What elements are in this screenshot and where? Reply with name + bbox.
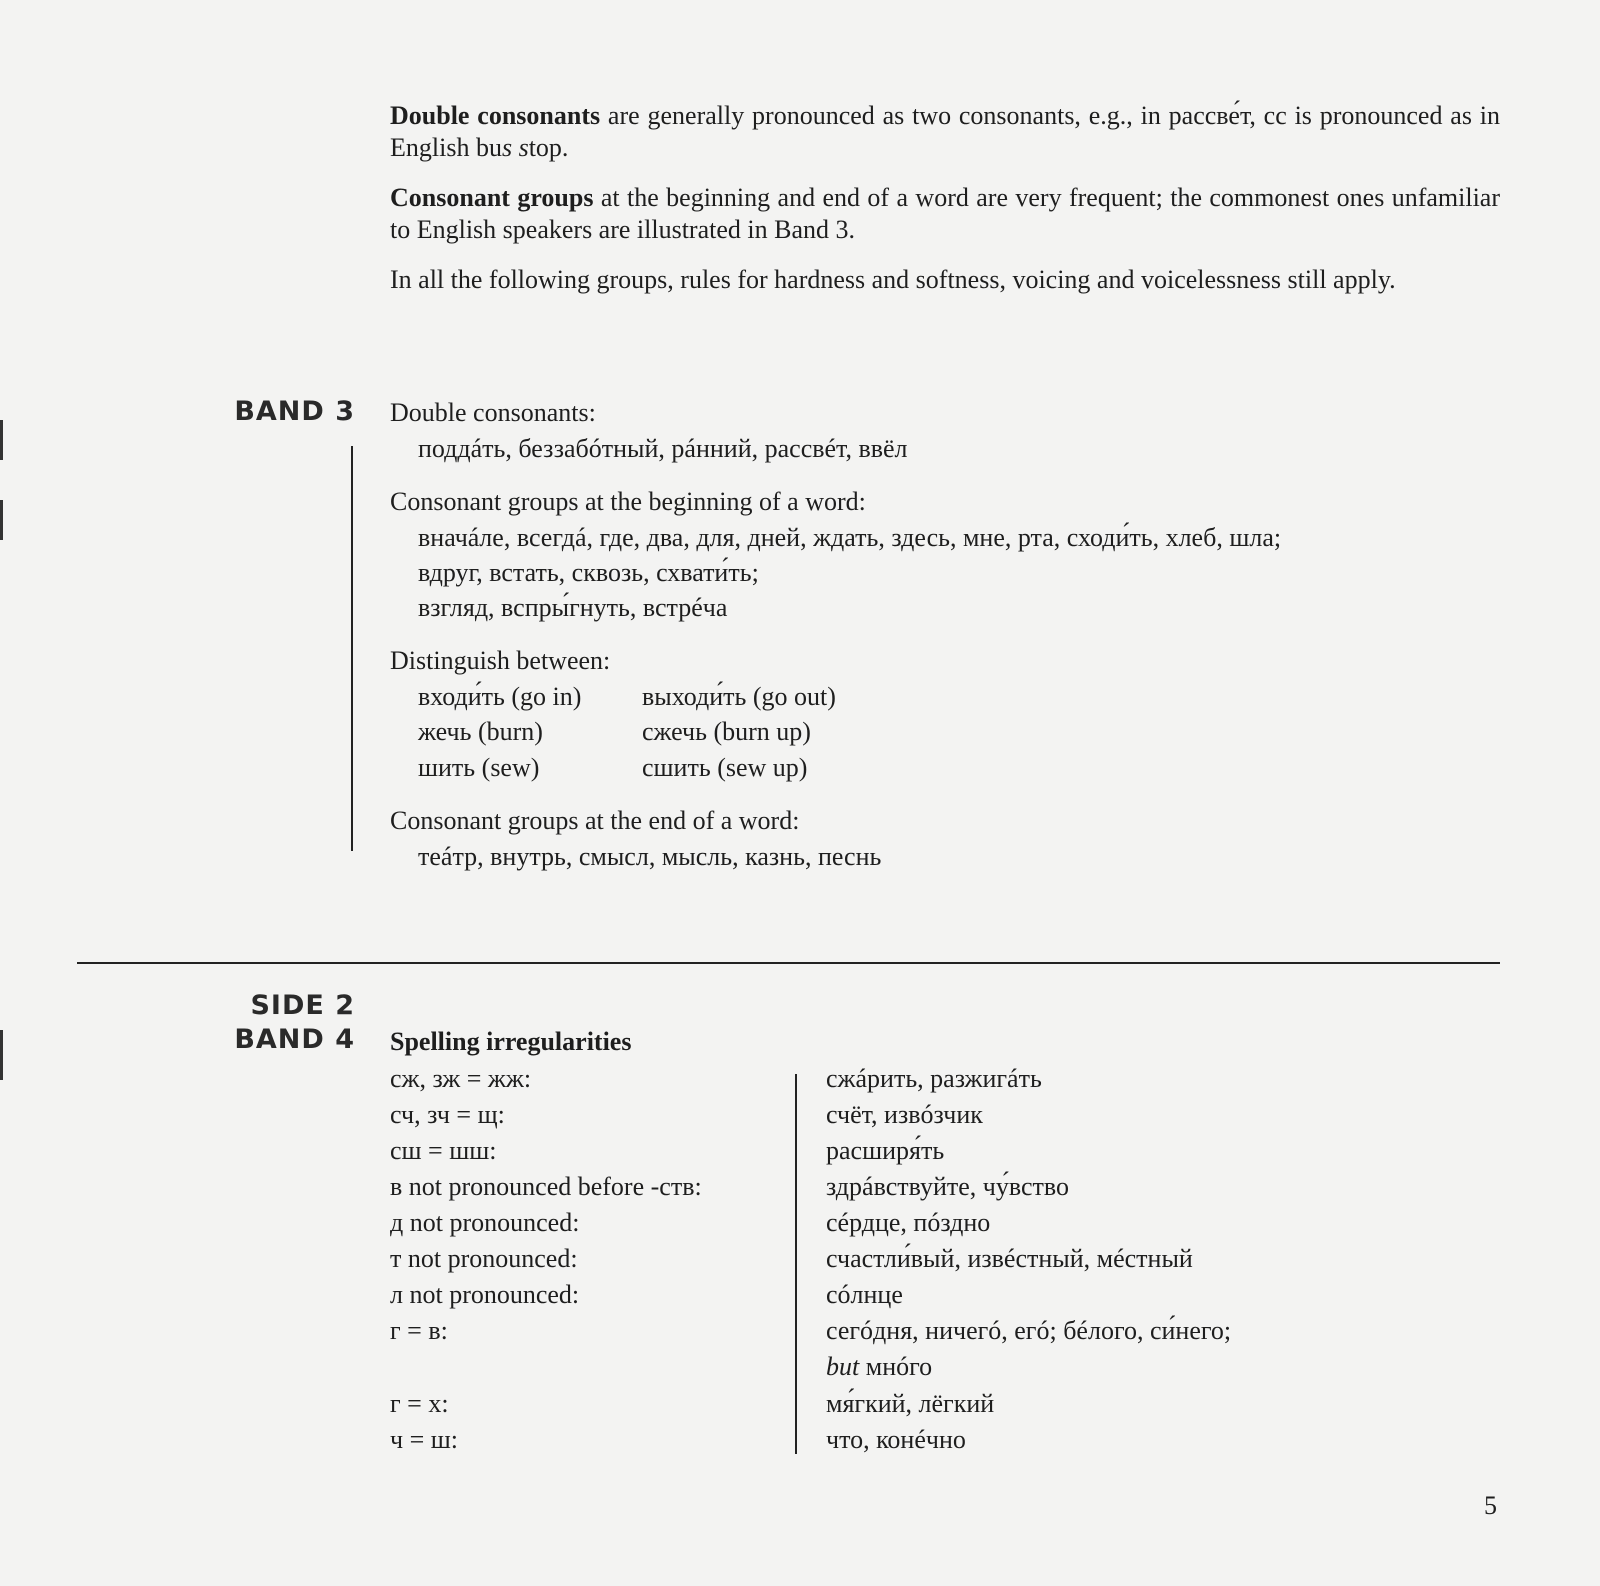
begin-groups-line-1: вначáле, всегдá, где, два, для, дней, ждать, здесь, мне, рта, сходи́ть, хлеб, шла; <box>418 523 1282 552</box>
term-double-consonants: Double consonants <box>390 101 601 130</box>
double-consonants-examples: поддáть, беззабóтный, рáнний, рассвéт, ввёл <box>418 434 908 463</box>
rule-label: ч = ш: <box>390 1425 458 1454</box>
scan-edge-mark <box>0 420 3 460</box>
pair-b: сжечь (burn up) <box>642 717 811 746</box>
rule-label: г = в: <box>390 1316 448 1345</box>
rule-examples: сегóдня, ничегó, егó; бéлого, си́него; <box>826 1316 1232 1345</box>
rule-examples: расширя́ть <box>826 1136 945 1165</box>
rule-label: сш = шш: <box>390 1136 497 1165</box>
end-groups-examples: теáтр, внутрь, смысл, мысль, казнь, песнь <box>418 842 882 871</box>
begin-groups-line-3: взгляд, вспры́гнуть, встрéча <box>418 593 728 622</box>
rule-label: сч, зч = щ: <box>390 1100 505 1129</box>
band-3-label: BAND 3 <box>234 396 355 427</box>
rule-label: сж, зж = жж: <box>390 1064 532 1093</box>
band-4-label: BAND 4 <box>234 1024 355 1055</box>
end-groups-heading: Consonant groups at the end of a word: <box>390 806 800 835</box>
scan-edge-mark <box>0 1030 3 1080</box>
rule-examples: счастли́вый, извéстный, мéстный <box>826 1244 1193 1273</box>
distinguish-heading: Distinguish between: <box>390 646 611 675</box>
begin-groups-heading: Consonant groups at the beginning of a word: <box>390 487 866 516</box>
band-3-divider <box>351 446 353 851</box>
intro-paragraph-3: In all the following groups, rules for hardness and softness, voicing and voicelessness still apply. <box>390 265 1396 294</box>
pair-b: сшить (sew up) <box>642 753 808 782</box>
band-4-divider <box>795 1074 797 1454</box>
rule-examples: сóлнце <box>826 1280 903 1309</box>
rule-examples: мя́гкий, лёгкий <box>826 1389 995 1418</box>
section-divider <box>77 962 1500 964</box>
rule-label: л not pronounced: <box>390 1280 580 1309</box>
pair-a: входи́ть (go in) <box>418 682 582 711</box>
rule-examples: счёт, извóзчик <box>826 1100 983 1129</box>
rule-examples: сжáрить, разжигáть <box>826 1064 1042 1093</box>
rule-examples: сéрдце, пóздно <box>826 1208 991 1237</box>
page-number: 5 <box>1484 1491 1497 1520</box>
pair-a: жечь (burn) <box>418 717 543 746</box>
intro-paragraph-1: Double consonants are generally pronounced as two consonants, e.g., in рассве́т, сс is pronounced as in English bus stop. <box>390 101 1500 162</box>
side-2-label: SIDE 2 <box>250 990 355 1021</box>
rule-label: г = х: <box>390 1389 449 1418</box>
scan-edge-mark <box>0 500 3 540</box>
rule-examples-continued: but мнóго <box>826 1352 933 1381</box>
rule-label: в not pronounced before -ств: <box>390 1172 702 1201</box>
double-consonants-heading: Double consonants: <box>390 398 596 427</box>
pair-a: шить (sew) <box>418 753 540 782</box>
rule-label: т not pronounced: <box>390 1244 578 1273</box>
intro-paragraph-2: Consonant groups at the beginning and end of a word are very frequent; the commonest ones unfamiliar to English speakers are illustrated in Band 3. <box>390 183 1501 244</box>
begin-groups-line-2: вдруг, встать, сквозь, схвати́ть; <box>418 558 759 587</box>
rule-examples: здрáвствуйте, чу́вство <box>826 1172 1070 1201</box>
rule-examples: что, конéчно <box>826 1425 966 1454</box>
rule-label: д not pronounced: <box>390 1208 580 1237</box>
pair-b: выходи́ть (go out) <box>642 682 836 711</box>
term-consonant-groups: Consonant groups <box>390 183 594 212</box>
spelling-irregularities-heading: Spelling irregularities <box>390 1027 632 1056</box>
